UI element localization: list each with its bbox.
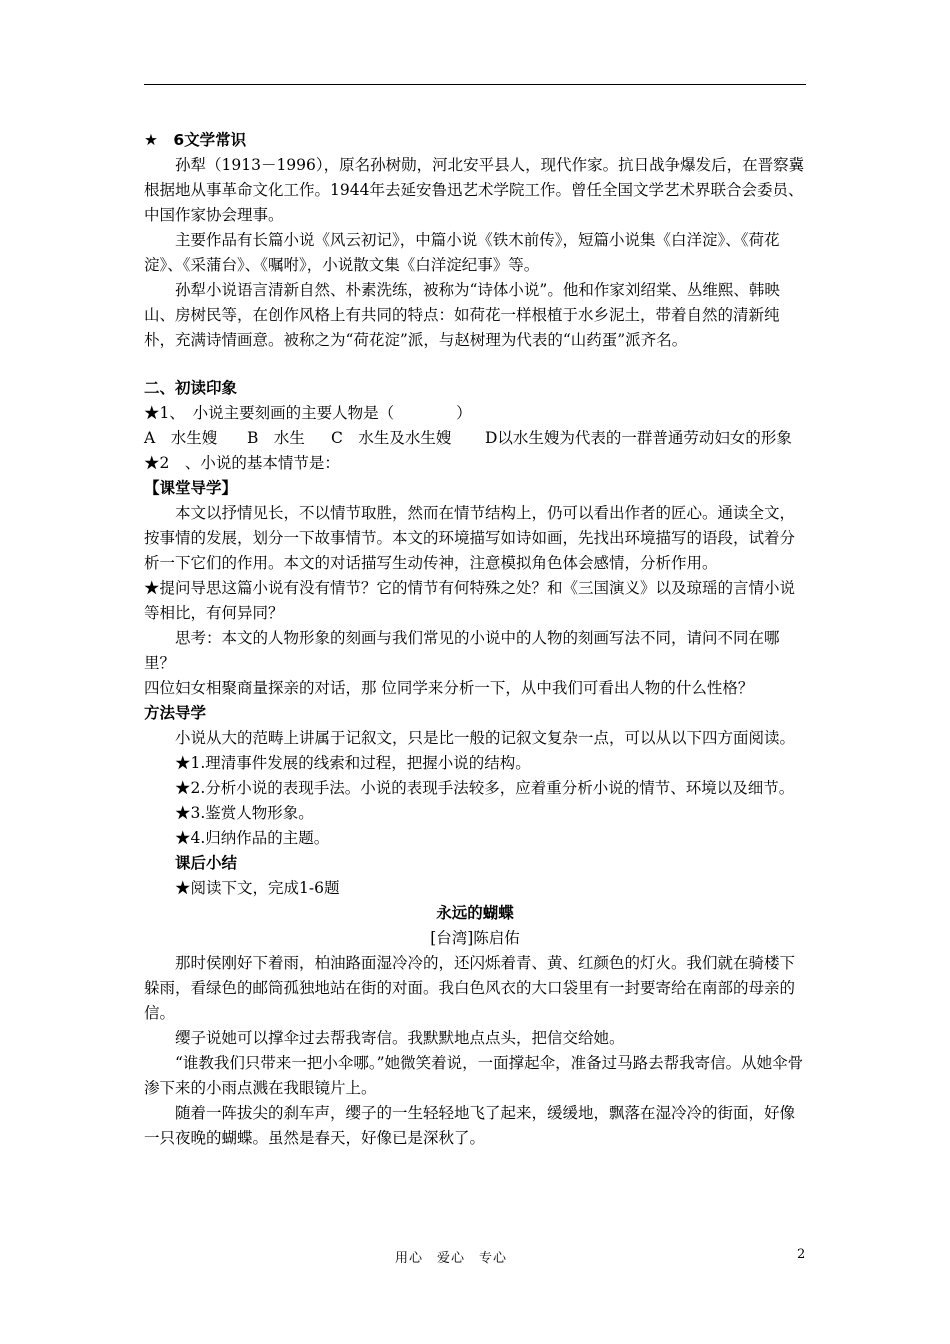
dialogue-question: 四位妇女相聚商量探亲的对话，那 位同学来分析一下，从中我们可看出人物的什么性格？	[144, 679, 754, 697]
literature-heading: ★ 6文学常识	[144, 131, 247, 149]
page-number: 2	[797, 1247, 806, 1262]
class-guide-paragraph: 本文以抒情见长，不以情节取胜，然而在情节结构上，仍可以看出作者的匠心。通读全文，按事情的发展，划分一下故事情节。本文的环境描写如诗如画，先找出环境描写的语段，试着分析一下它们的作用。本文的对话描写生动传神，注意模拟角色体会感情，分析作用。	[144, 504, 796, 572]
article-title: 永远的蝴蝶	[436, 904, 514, 922]
question-2: ★2 、小说的基本情节是：	[144, 454, 340, 472]
guiding-question: ★提问导思这篇小说有没有情节？它的情节有何特殊之处？和《三国演义》以及琼瑶的言情小说等相比，有何异同？	[144, 579, 796, 622]
method-intro: 小说从大的范畴上讲属于记叙文，只是比一般的记叙文复杂一点，可以从以下四方面阅读。	[175, 729, 796, 747]
article-author: [台湾]陈启佑	[430, 929, 520, 947]
option-c: C 水生及水生嫂	[331, 429, 452, 447]
method-item: ★1.理清事件发展的线索和过程，把握小说的结构。	[175, 754, 531, 772]
thinking-question: 思考：本文的人物形象的刻画与我们常见的小说中的人物的刻画写法不同，请问不同在哪里？	[144, 629, 780, 672]
question-1: ★1、 小说主要刻画的主要人物是（ ）	[144, 404, 472, 422]
article-paragraph: 随着一阵拔尖的刹车声，缨子的一生轻轻地飞了起来，缓缓地，飘落在湿冷冷的街面，好像一只夜晚的蝴蝶。虽然是春天，好像已是深秋了。	[144, 1104, 796, 1147]
style-paragraph: 孙犁小说语言清新自然、朴素洗练，被称为“诗体小说”。他和作家刘绍棠、丛维熙、韩映山、房树民等，在创作风格上有共同的特点：如荷花一样根植于水乡泥土，带着自然的清新纯朴，充满诗情画意。被称之为“荷花淀”派，与赵树理为代表的“山药蛋”派齐名。	[144, 281, 780, 349]
summary-heading: 课后小结	[175, 854, 238, 872]
option-b: B 水生	[247, 429, 305, 447]
header-rule	[144, 84, 806, 85]
works-paragraph: 主要作品有长篇小说《风云初记》，中篇小说《铁木前传》，短篇小说集《白洋淀》、《荷花淀》、《采蒲台》、《嘱咐》，小说散文集《白洋淀纪事》等。	[144, 231, 780, 274]
article-paragraph: 缨子说她可以撑伞过去帮我寄信。我默默地点点头，把信交给她。	[175, 1029, 625, 1047]
article-paragraph: “谁教我们只带来一把小伞哪。”她微笑着说，一面撑起伞，准备过马路去帮我寄信。从她伞骨渗下来的小雨点溅在我眼镜片上。	[144, 1054, 804, 1097]
article-paragraph: 那时侯刚好下着雨，柏油路面湿冷冷的，还闪烁着青、黄、红颜色的灯火。我们就在骑楼下躲雨，看绿色的邮筒孤独地站在街的对面。我白色风衣的大口袋里有一封要寄给在南部的母亲的信。	[144, 954, 796, 1022]
page-content	[144, 128, 806, 1151]
method-item: ★4.归纳作品的主题。	[175, 829, 330, 847]
footer-slogan: 用心 爱心 专心	[395, 1251, 508, 1266]
class-guide-heading: 【课堂导学】	[144, 479, 238, 497]
method-item: ★3.鉴赏人物形象。	[175, 804, 314, 822]
method-item: ★2.分析小说的表现手法。小说的表现手法较多，应着重分析小说的情节、环境以及细节。	[175, 779, 795, 797]
option-d: D以水生嫂为代表的一群普通劳动妇女的形象	[485, 429, 792, 447]
option-a: A 水生嫂	[144, 429, 218, 447]
method-heading: 方法导学	[144, 704, 207, 722]
first-impression-heading: 二、初读印象	[144, 379, 238, 397]
reading-instruction: ★阅读下文，完成1-6题	[175, 879, 340, 897]
question-1-options	[144, 426, 806, 451]
section-spacer	[144, 353, 806, 376]
author-bio-paragraph: 孙犁（1913－1996），原名孙树勋，河北安平县人，现代作家。抗日战争爆发后，在晋察冀根据地从事革命文化工作。1944年去延安鲁迅艺术学院工作。曾任全国文学艺术界联合会委员、中国作家协会理事。	[144, 156, 805, 224]
